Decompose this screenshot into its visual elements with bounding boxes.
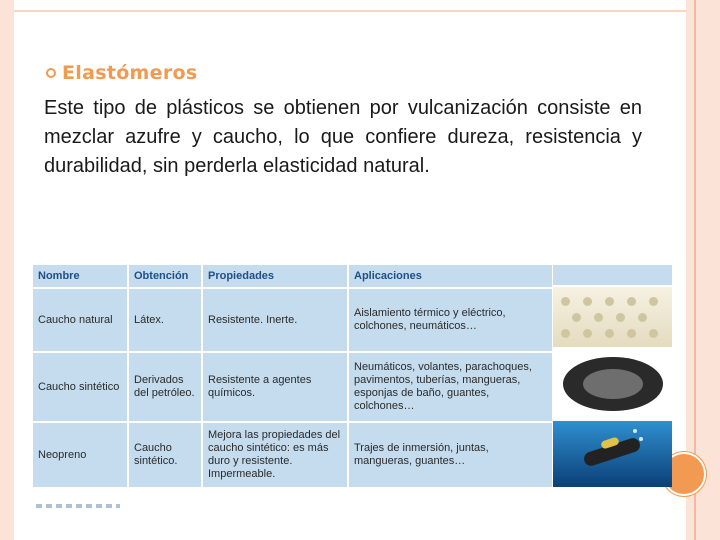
cell-propiedades: Resistente a agentes químicos. [202, 352, 348, 422]
cell-aplicaciones: Neumáticos, volantes, parachoques, pavimentos, tuberías, mangueras, esponjas de baño, guantes, colchones… [348, 352, 553, 422]
cell-nombre: Caucho sintético [33, 352, 128, 422]
header-propiedades: Propiedades [202, 265, 348, 288]
tire-rim [583, 369, 643, 399]
bullet-icon [46, 68, 56, 78]
table-row [33, 352, 553, 422]
cell-propiedades: Mejora las propiedades del caucho sintético: es más duro y resistente. Impermeable. [202, 422, 348, 488]
cell-obtencion: Derivados del petróleo. [128, 352, 202, 422]
table-header-row [33, 265, 553, 288]
cropped-footnote [36, 504, 120, 508]
tire-image [553, 351, 672, 417]
slide-heading [46, 62, 197, 84]
cell-obtencion: Látex. [128, 288, 202, 352]
header-nombre: Nombre [33, 265, 128, 288]
slide-frame-top-line [14, 10, 686, 12]
image-column [553, 265, 672, 487]
header-obtencion: Obtención [128, 265, 202, 288]
foam-mattress-image [553, 287, 672, 347]
table-row [33, 288, 553, 352]
table-row [33, 422, 553, 488]
heading-text: Elastómeros [62, 62, 198, 84]
cell-nombre: Caucho natural [33, 288, 128, 352]
elastomers-table-container [33, 265, 553, 487]
header-aplicaciones: Aplicaciones [348, 265, 553, 288]
slide-frame-left [0, 0, 14, 540]
cell-aplicaciones: Trajes de inmersión, juntas, mangueras, guantes… [348, 422, 553, 488]
elastomers-table [33, 265, 554, 489]
image-column-header [553, 265, 672, 285]
scuba-diver-image [553, 421, 672, 487]
cell-propiedades: Resistente. Inerte. [202, 288, 348, 352]
cell-aplicaciones: Aislamiento térmico y eléctrico, colchones, neumáticos… [348, 288, 553, 352]
cell-obtencion: Caucho sintético. [128, 422, 202, 488]
body-paragraph: Este tipo de plásticos se obtienen por vulcanización consiste en mezclar azufre y caucho, lo que confiere dureza, resistencia y durabilidad, sin perderla elasticidad natural. [44, 97, 642, 177]
cell-nombre: Neopreno [33, 422, 128, 488]
